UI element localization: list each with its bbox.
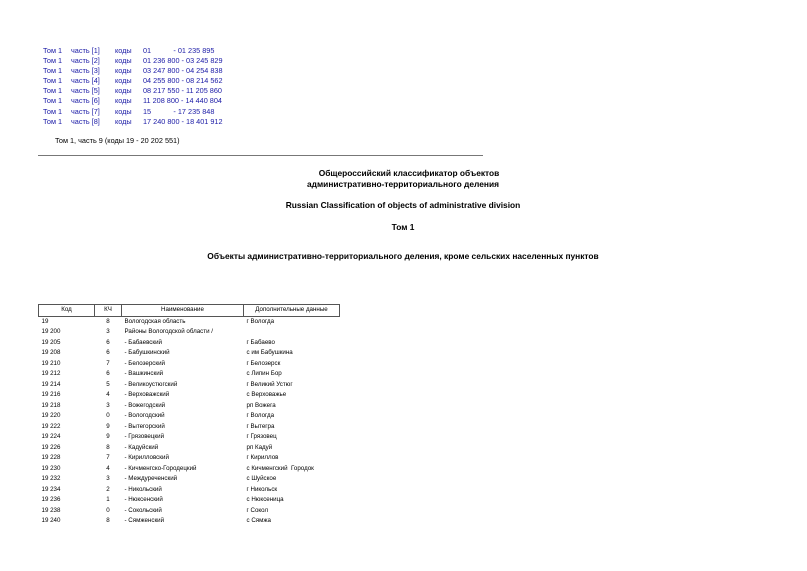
link-part[interactable]: часть [7]: [71, 106, 100, 116]
table-row: [39, 485, 340, 496]
cell-code: 19 226: [41, 443, 61, 451]
link-volume[interactable]: Том 1: [43, 96, 63, 106]
link-part[interactable]: часть [2]: [71, 56, 100, 66]
table-row: [39, 443, 340, 454]
cell-code: 19 218: [41, 401, 61, 409]
link-code-range[interactable]: 04 255 800 - 08 214 562: [143, 76, 223, 86]
cell-kch: 6: [106, 349, 110, 356]
link-volume[interactable]: Том 1: [43, 66, 63, 76]
link-volume[interactable]: Том 1: [43, 116, 63, 126]
cell-code: 19 238: [41, 506, 61, 514]
cell-kch: 8: [106, 517, 110, 524]
cell-code: 19 210: [41, 359, 61, 367]
table-row: [39, 316, 340, 327]
volume-part-link[interactable]: [43, 86, 243, 96]
header-kch: КЧ: [95, 305, 122, 317]
volume-part-link[interactable]: [43, 66, 243, 76]
cell-kch: 6: [106, 370, 110, 377]
current-part-label: Том 1, часть 9 (коды 19 - 20 202 551): [55, 136, 180, 145]
table-row: [39, 495, 340, 506]
cell-kch: 9: [106, 422, 110, 430]
cell-kch: 0: [106, 506, 110, 514]
table-row: [39, 464, 340, 475]
cell-extra: рп Кадуй: [246, 443, 273, 451]
cell-kch: 0: [106, 412, 110, 419]
cell-extra: г Великий Устюг: [246, 380, 293, 388]
link-volume[interactable]: Том 1: [43, 56, 63, 66]
table-row: [39, 401, 340, 412]
title-line-2: административно-территориального деления: [307, 179, 499, 189]
cell-code: 19 208: [41, 349, 61, 356]
cell-name: - Вытегорский: [124, 422, 165, 430]
header-name: Наименование: [122, 305, 244, 317]
classifier-table: [38, 304, 340, 527]
cell-kch: 3: [106, 328, 110, 335]
cell-code: 19 228: [41, 454, 61, 461]
volume-part-link[interactable]: [43, 117, 243, 127]
cell-kch: 6: [106, 338, 110, 346]
table-header-row: [39, 305, 340, 317]
table-row: [39, 359, 340, 370]
cell-kch: 3: [106, 475, 110, 482]
table-row: [39, 338, 340, 349]
cell-kch: 8: [106, 317, 110, 325]
header-divider: [38, 155, 483, 156]
cell-extra: с им Бабушкина: [246, 349, 293, 356]
link-code-range[interactable]: 08 217 550 - 11 205 860: [143, 86, 222, 96]
title-line-1: Общероссийский классификатор объектов: [318, 168, 500, 178]
cell-extra: рп Вожега: [246, 401, 276, 409]
cell-name: - Белозерский: [124, 359, 165, 367]
cell-name: - Верховажский: [124, 391, 170, 398]
cell-name: - Вожегодский: [124, 401, 166, 409]
cell-extra: с Нюксеница: [246, 496, 284, 503]
link-part[interactable]: часть [3]: [71, 66, 100, 76]
cell-name: - Вашкинский: [124, 370, 164, 377]
cell-code: 19 212: [41, 370, 61, 377]
table-row: [39, 327, 340, 338]
cell-code: 19 205: [41, 338, 61, 346]
cell-name: - Вологодский: [124, 412, 165, 419]
link-code-range[interactable]: 15 - 17 235 848: [143, 106, 215, 116]
header-code: Код: [39, 305, 95, 317]
cell-extra: г Сокол: [246, 506, 269, 514]
link-code-range[interactable]: 11 208 800 - 14 440 804: [143, 96, 222, 106]
link-part[interactable]: часть [1]: [71, 46, 100, 55]
cell-name: - Кирилловский: [124, 454, 169, 461]
link-codes-label[interactable]: коды: [115, 46, 132, 55]
link-code-range[interactable]: 17 240 800 - 18 401 912: [143, 116, 223, 126]
cell-code: 19 230: [41, 464, 61, 472]
cell-name: - Кадуйский: [124, 443, 159, 451]
table-row: [39, 390, 340, 401]
cell-code: 19 214: [41, 380, 61, 388]
cell-code: 19 224: [41, 433, 61, 440]
cell-extra: с Липин Бор: [246, 370, 282, 377]
table-row: [39, 380, 340, 391]
table-row: [39, 474, 340, 485]
cell-extra: [244, 327, 340, 338]
cell-code: 19 240: [41, 517, 61, 524]
volume-part-link[interactable]: [43, 56, 243, 66]
table-row: [39, 516, 340, 527]
cell-kch: 4: [106, 391, 110, 398]
cell-name: - Междуреченский: [124, 475, 178, 482]
volume-part-link[interactable]: [43, 96, 243, 106]
cell-code: 19: [41, 317, 49, 325]
cell-extra: с Шуйское: [246, 475, 277, 482]
link-codes-label[interactable]: коды: [115, 116, 132, 126]
cell-code: 19 200: [41, 328, 61, 335]
cell-kch: 3: [106, 401, 110, 409]
cell-name: - Бабушкинский: [124, 349, 170, 356]
link-codes-label[interactable]: коды: [115, 66, 132, 76]
link-codes-label[interactable]: коды: [115, 96, 132, 106]
link-code-range[interactable]: 01 - 01 235 895: [143, 46, 215, 55]
cell-extra: г Никольск: [246, 485, 278, 493]
cell-kch: 8: [106, 443, 110, 451]
table-row: [39, 411, 340, 422]
volume-title: Том 1: [391, 222, 415, 232]
table-row: [39, 422, 340, 433]
section-title: Объекты административно-территориального деления, кроме сельских населенных пунктов: [207, 251, 599, 261]
cell-extra: г Бабаево: [246, 338, 275, 346]
cell-code: 19 216: [41, 391, 61, 398]
cell-extra: г Белозерск: [246, 359, 281, 367]
cell-name: - Кичменгско-Городецкий: [124, 464, 197, 472]
cell-name: - Сямженский: [124, 517, 165, 524]
table-row: [39, 506, 340, 517]
link-part[interactable]: часть [8]: [71, 116, 100, 126]
cell-name: - Великоустюгский: [124, 380, 178, 388]
cell-kch: 2: [106, 485, 110, 493]
volume-part-links: [43, 46, 243, 127]
cell-name: - Бабаевский: [124, 338, 162, 346]
cell-name: Вологодская область: [124, 317, 186, 325]
cell-name: - Грязовецкий: [124, 433, 165, 440]
link-volume[interactable]: Том 1: [43, 76, 63, 86]
cell-kch: 7: [106, 359, 110, 367]
link-code-range[interactable]: 03 247 800 - 04 254 838: [143, 66, 223, 76]
volume-part-link[interactable]: [43, 107, 243, 117]
link-volume[interactable]: Том 1: [43, 46, 63, 55]
link-codes-label[interactable]: коды: [115, 86, 132, 96]
table-row: [39, 432, 340, 443]
volume-part-link[interactable]: [43, 46, 243, 56]
cell-extra: г Вытегра: [246, 422, 275, 430]
cell-name: - Никольский: [124, 485, 162, 493]
cell-extra: с Сямжа: [246, 517, 271, 524]
link-codes-label[interactable]: коды: [115, 106, 132, 116]
cell-extra: г Вологда: [246, 412, 275, 419]
header-extra: Дополнительные данные: [244, 305, 340, 317]
cell-extra: с Верховажье: [246, 391, 287, 398]
cell-kch: 9: [106, 433, 110, 440]
cell-code: 19 232: [41, 475, 61, 482]
cell-code: 19 236: [41, 496, 61, 503]
cell-kch: 5: [106, 380, 110, 388]
link-volume[interactable]: Том 1: [43, 106, 63, 116]
link-codes-label[interactable]: коды: [115, 56, 132, 66]
link-code-range[interactable]: 01 236 800 - 03 245 829: [143, 56, 223, 66]
link-codes-label[interactable]: коды: [115, 76, 132, 86]
cell-name: - Нюксенский: [124, 496, 163, 503]
cell-extra: с Кичменгский Городок: [246, 464, 314, 472]
volume-part-link[interactable]: [43, 76, 243, 86]
cell-kch: 4: [106, 464, 110, 472]
table-row: [39, 348, 340, 359]
title-english: Russian Classification of objects of administrative division: [285, 200, 521, 210]
link-part[interactable]: часть [5]: [71, 86, 100, 96]
cell-name: - Сокольский: [124, 506, 162, 514]
cell-code: 19 234: [41, 485, 61, 493]
link-volume[interactable]: Том 1: [43, 86, 63, 96]
link-part[interactable]: часть [4]: [71, 76, 100, 86]
cell-extra: г Кириллов: [246, 454, 279, 461]
link-part[interactable]: часть [6]: [71, 96, 100, 106]
table-row: [39, 453, 340, 464]
cell-code: 19 222: [41, 422, 61, 430]
table-row: [39, 369, 340, 380]
cell-extra: г Вологда: [246, 317, 275, 325]
cell-name: Районы Вологодской области /: [124, 328, 213, 335]
cell-kch: 7: [106, 454, 110, 461]
cell-kch: 1: [106, 496, 110, 503]
cell-extra: г Грязовец: [246, 433, 277, 440]
cell-code: 19 220: [41, 412, 61, 419]
